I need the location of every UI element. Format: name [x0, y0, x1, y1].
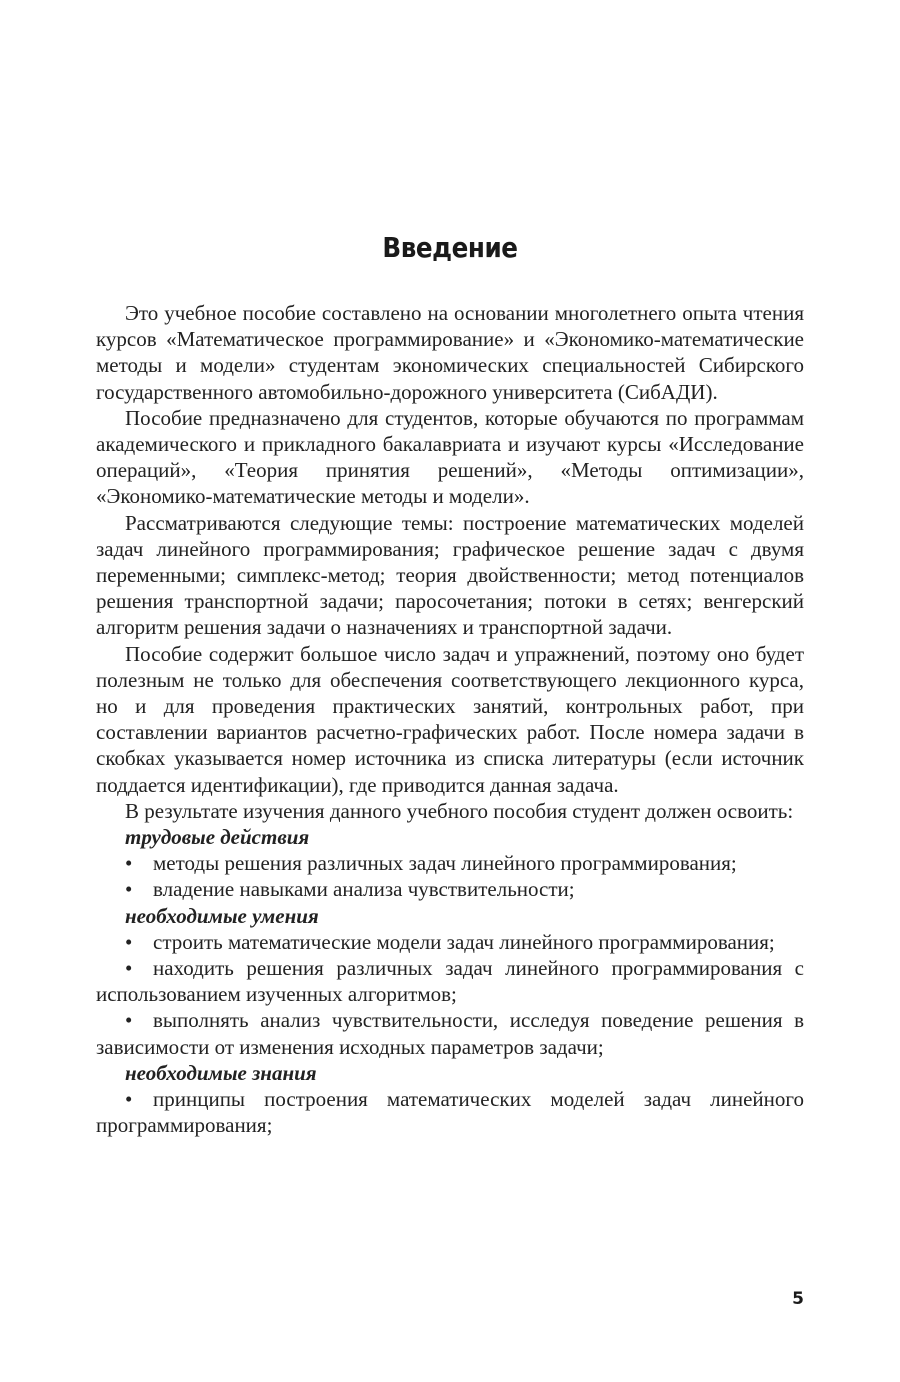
list-item-text: строить математические модели задач линейного программирования;	[153, 929, 775, 954]
section-heading: необходимые умения	[125, 903, 319, 928]
section-heading: необходимые знания	[125, 1060, 317, 1085]
page-title: Введение	[382, 230, 518, 264]
list-item-text: находить решения различных задач линейного программирования с использованием изученных алгоритмов;	[96, 956, 804, 1007]
list-item	[96, 1007, 804, 1059]
body-text	[96, 300, 804, 1139]
paragraph: Рассматриваются следующие темы: построение математических моделей задач линейного программирования; графическое решение задач с двумя переменными; симплекс-метод; теория двойственности; метод потенциалов решения транспортной задачи; паросочетания; потоки в сетях; венгерский алгоритм решения задачи о назначениях и транспортной задачи.	[96, 510, 804, 640]
paragraph: Пособие предназначено для студентов, которые обучаются по программам академического и прикладного бакалавриата и изучают курсы «Исследование операций», «Теория принятия решений», «Методы оптимизации», «Экономико-математические методы и модели».	[96, 405, 804, 509]
page-number: 5	[792, 1289, 804, 1309]
list-item-text: методы решения различных задач линейного программирования;	[153, 851, 737, 876]
bullet-icon: •	[125, 1087, 133, 1112]
list-item	[96, 929, 804, 955]
paragraph: Это учебное пособие составлено на основании многолетнего опыта чтения курсов «Математическое программирование» и «Экономико-математические методы и модели» студентам экономических специальностей Сибирского государственного автомобильно-дорожного университета (СибАДИ).	[96, 301, 804, 404]
list-item-text: выполнять анализ чувствительности, исследуя поведение решения в зависимости от изменения исходных параметров задачи;	[96, 1008, 804, 1059]
bullet-icon: •	[125, 851, 133, 876]
paragraph: В результате изучения данного учебного пособия студент должен освоить:	[125, 798, 794, 823]
bullet-icon: •	[125, 929, 133, 954]
bullet-icon: •	[125, 1008, 133, 1033]
list-item	[96, 876, 804, 902]
list-item-text: принципы построения математических моделей задач линейного программирования;	[96, 1087, 804, 1138]
bullet-icon: •	[125, 877, 133, 902]
list-item	[96, 955, 804, 1007]
paragraph: Пособие содержит большое число задач и упражнений, поэтому оно будет полезным не только для обеспечения соответствующего лекционного курса, но и для проведения практических занятий, контрольных работ, при составлении вариантов расчетно-графических работ. После номера задачи в скобках указывается номер источника из списка литературы (если источник поддается идентификации), где приводится данная задача.	[96, 641, 804, 797]
section-heading: трудовые действия	[125, 825, 310, 850]
list-item	[96, 850, 804, 876]
list-item-text: владение навыками анализа чувствительности;	[153, 877, 575, 902]
list-item	[96, 1086, 804, 1138]
bullet-icon: •	[125, 956, 133, 981]
